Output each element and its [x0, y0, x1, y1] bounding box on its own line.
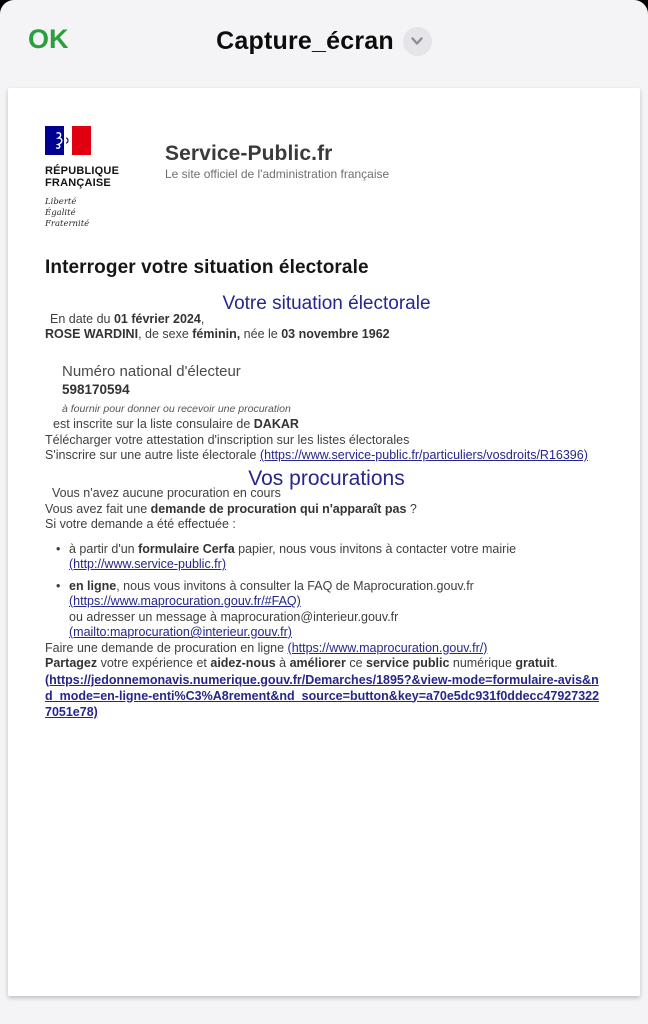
- title-wrap: [216, 27, 432, 56]
- register-other-line: S'inscrire sur une autre liste électorale (https://www.service-public.fr/particuliers/vosdroits/R16396): [45, 448, 588, 462]
- share-experience-line: Partagez votre expérience et aidez-nous à améliorer ce service public numérique gratuit.: [45, 656, 558, 670]
- republique-francaise-logo: [45, 126, 135, 230]
- register-other-link[interactable]: (https://www.service-public.fr/particuliers/vosdroits/R16396): [259, 448, 588, 462]
- site-name: Service-Public.fr: [165, 142, 333, 165]
- request-online-line: Faire une demande de procuration en ligne (https://www.maprocuration.gouv.fr/): [45, 640, 488, 655]
- list-item: • en ligne, nous vous invitons à consulter la FAQ de Maprocuration.gouv.fr (https://www.maprocuration.gouv.fr/#FAQ) ou adresser un message à maprocuration@interieur.gouv.fr (mailto:maprocuration@interieur.gouv.fr): [69, 579, 608, 641]
- page-title-bar: Capture_écran: [216, 26, 394, 55]
- if-request-line: Si votre demande a été effectuée :: [45, 517, 236, 531]
- chevron-down-icon: [409, 33, 425, 49]
- elector-number-note: à fournir pour donner ou recevoir une procuration: [62, 402, 291, 415]
- document-title: Interroger votre situation électorale: [45, 256, 369, 278]
- navbar: [0, 0, 648, 88]
- feedback-link[interactable]: (https://jedonnemonavis.numerique.gouv.fr/Demarches/1895?&view-mode=formulaire-avis&nd_mode=en-ligne-enti%C3%A8rement&nd_source=button&key=a70e5dc931f0ddecc479273227051e78): [45, 672, 600, 719]
- site-tagline: Le site officiel de l'administration française: [165, 166, 390, 181]
- section-procurations-heading: Vos procurations: [248, 466, 405, 490]
- request-missing-line: Vous avez fait une demande de procuration qui n'apparaît pas ?: [45, 501, 417, 516]
- site-block: [165, 126, 389, 182]
- document-card: [8, 88, 640, 996]
- ok-button[interactable]: OK: [28, 24, 69, 54]
- download-attestation-line: Télécharger votre attestation d'inscription sur les listes électorales: [45, 432, 410, 447]
- feedback-link-line: [45, 672, 605, 720]
- french-flag-icon: [45, 126, 135, 160]
- date-line: En date du 01 février 2024,: [50, 311, 205, 326]
- republique-text: RÉPUBLIQUE FRANÇAISE: [45, 164, 120, 189]
- motto-text: Liberté Égalité Fraternité: [45, 196, 90, 229]
- title-menu-button[interactable]: [403, 27, 432, 56]
- elector-number-value: 598170594: [62, 382, 130, 397]
- elector-number-label: Numéro national d'électeur: [62, 362, 241, 380]
- mailto-link[interactable]: (mailto:maprocuration@interieur.gouv.fr): [69, 625, 292, 639]
- procuration-options-list: [45, 542, 608, 641]
- section-situation-heading: Votre situation électorale: [222, 293, 431, 314]
- no-procuration-line: Vous n'avez aucune procuration en cours: [52, 486, 281, 500]
- service-public-link[interactable]: (http://www.service-public.fr): [69, 557, 226, 571]
- maprocuration-faq-link[interactable]: (https://www.maprocuration.gouv.fr/#FAQ): [69, 594, 301, 608]
- registered-line: est inscrite sur la liste consulaire de DAKAR: [53, 417, 299, 431]
- document-header: [45, 126, 608, 230]
- list-item: • à partir d'un formulaire Cerfa papier, nous vous invitons à contacter votre mairie (http://www.service-public.fr): [69, 542, 608, 573]
- maprocuration-link[interactable]: (https://www.maprocuration.gouv.fr/): [287, 640, 488, 655]
- person-line: ROSE WARDINI, de sexe féminin, née le 03 novembre 1962: [45, 327, 390, 341]
- elector-number-block: [62, 364, 608, 418]
